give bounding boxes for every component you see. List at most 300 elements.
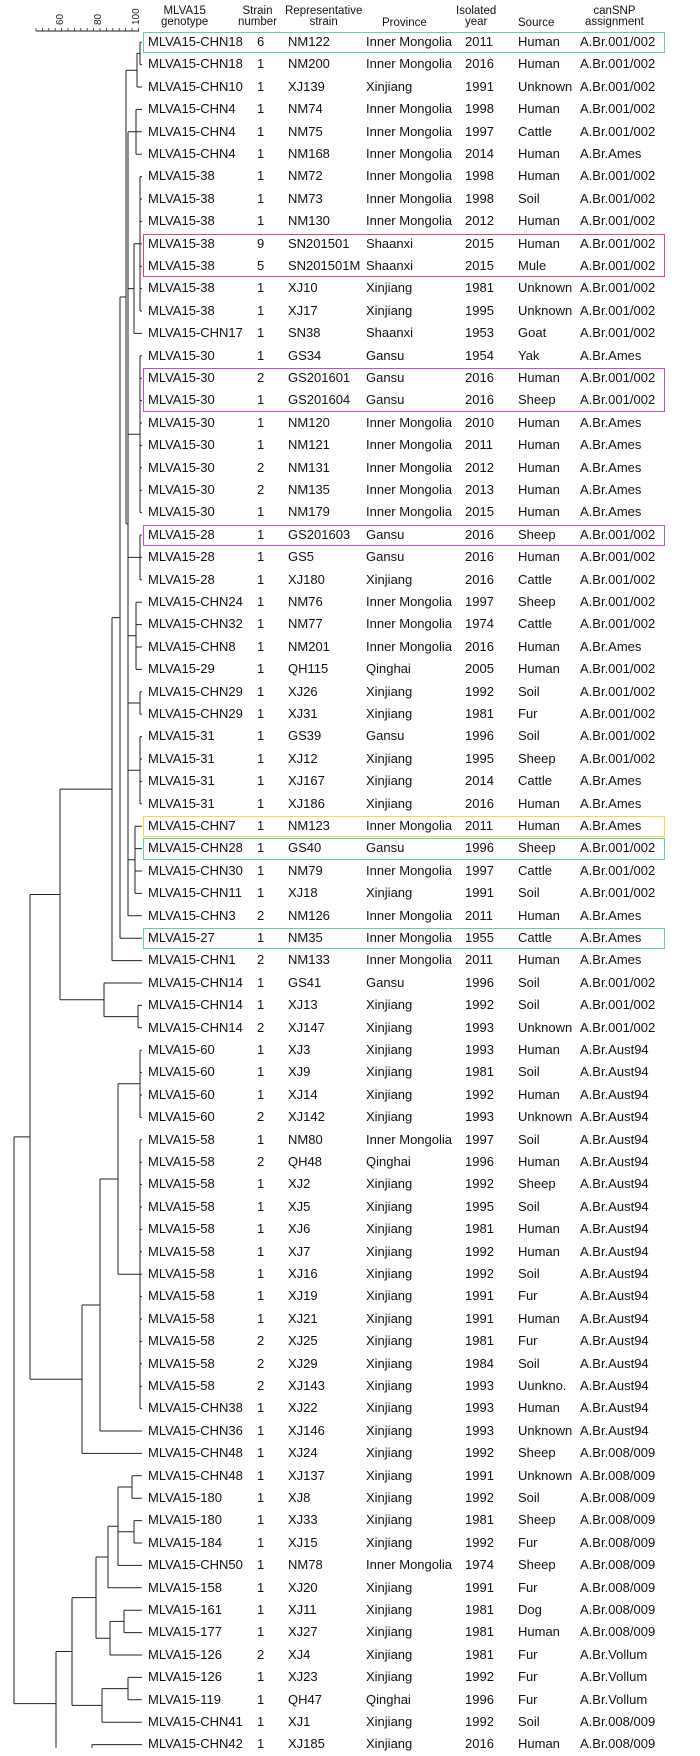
cell-strain-number: 2	[257, 1646, 265, 1662]
table-row	[0, 1711, 700, 1733]
cell-source: Cattle	[518, 930, 552, 945]
cell-isolated-year: 1992	[465, 1445, 494, 1461]
cell-representative-strain: GS201603	[288, 526, 351, 542]
cell-genotype: MLVA15-CHN18	[148, 56, 243, 72]
cell-source: Human	[518, 213, 560, 229]
cell-source: Unknown	[518, 1422, 573, 1438]
cell-source: Cattle	[518, 616, 552, 632]
table-row	[0, 1241, 700, 1263]
cell-genotype: MLVA15-30	[148, 482, 215, 497]
cell-representative-strain: XJ143	[288, 1378, 325, 1393]
cell-representative-strain: XJ7	[288, 1243, 311, 1259]
cell-source: Soil	[518, 683, 540, 699]
cell-isolated-year: 1995	[465, 750, 494, 766]
cell-isolated-year: 1981	[465, 1624, 494, 1640]
cell-province: Inner Mongolia	[366, 930, 452, 945]
table-row	[0, 1420, 700, 1442]
cell-genotype: MLVA15-28	[148, 549, 215, 565]
cell-canSNP: A.Br.001/002	[580, 34, 656, 49]
header-province: Province	[382, 17, 427, 29]
cell-representative-strain: XJ147	[288, 1019, 325, 1035]
cell-genotype: MLVA15-58	[148, 1288, 215, 1304]
table-row	[0, 1599, 700, 1621]
cell-province: Xinjiang	[366, 1602, 413, 1617]
cell-isolated-year: 1993	[465, 1422, 494, 1438]
cell-genotype: MLVA15-CHN17	[148, 325, 243, 341]
cell-province: Inner Mongolia	[366, 190, 452, 206]
cell-genotype: MLVA15-60	[148, 1086, 215, 1102]
cell-source: Human	[518, 56, 560, 72]
cell-province: Xinjiang	[366, 571, 413, 587]
cell-strain-number: 2	[257, 1154, 265, 1169]
cell-isolated-year: 2011	[465, 34, 493, 49]
scale-tick-label-60: 60	[55, 13, 66, 25]
cell-isolated-year: 1992	[465, 1714, 494, 1729]
table-row	[0, 546, 700, 568]
cell-isolated-year: 1953	[465, 325, 494, 341]
cell-strain-number: 2	[257, 1109, 265, 1125]
cell-genotype: MLVA15-58	[148, 1310, 215, 1326]
cell-genotype: MLVA15-CHN4	[148, 101, 236, 117]
cell-representative-strain: XJ5	[288, 1198, 311, 1214]
cell-representative-strain: NM78	[288, 1557, 323, 1573]
table-row	[0, 345, 700, 367]
table-row	[0, 165, 700, 187]
table-row	[0, 300, 700, 322]
table-row	[0, 1621, 700, 1643]
cell-representative-strain: QH115	[288, 661, 329, 677]
cell-strain-number: 1	[257, 302, 265, 318]
cell-canSNP: A.Br.001/002	[580, 325, 656, 341]
cell-source: Human	[518, 101, 560, 117]
cell-genotype: MLVA15-CHN8	[148, 638, 236, 654]
cell-canSNP: A.Br.Ames	[580, 638, 642, 654]
table-row	[0, 860, 700, 882]
cell-isolated-year: 1954	[465, 347, 494, 363]
cell-genotype: MLVA15-CHN50	[148, 1557, 243, 1573]
cell-canSNP: A.Br.001/002	[580, 168, 656, 184]
cell-province: Xinjiang	[366, 1624, 413, 1640]
cell-province: Inner Mongolia	[366, 437, 452, 453]
cell-source: Human	[518, 34, 560, 49]
highlight-box-yellow	[143, 816, 665, 837]
cell-isolated-year: 1993	[465, 1019, 494, 1035]
cell-source: Human	[518, 168, 560, 184]
cell-province: Gansu	[366, 347, 405, 363]
cell-canSNP: A.Br.001/002	[580, 370, 656, 385]
cell-genotype: MLVA15-28	[148, 571, 215, 587]
cell-isolated-year: 1981	[465, 1333, 494, 1349]
cell-representative-strain: NM122	[288, 34, 330, 49]
cell-province: Xinjiang	[366, 1221, 413, 1237]
cell-canSNP: A.Br.Aust94	[580, 1288, 649, 1304]
cell-strain-number: 1	[257, 1131, 265, 1147]
cell-canSNP: A.Br.Ames	[580, 437, 642, 453]
cell-strain-number: 1	[257, 1736, 265, 1752]
cell-isolated-year: 1991	[465, 1310, 494, 1326]
cell-source: Fur	[518, 1669, 538, 1685]
cell-strain-number: 1	[257, 616, 265, 632]
cell-genotype: MLVA15-184	[148, 1534, 222, 1550]
cell-source: Dog	[518, 1602, 542, 1617]
cell-canSNP: A.Br.Aust94	[580, 1266, 649, 1281]
table-row	[0, 658, 700, 680]
cell-isolated-year: 1992	[465, 997, 494, 1013]
cell-representative-strain: NM135	[288, 482, 330, 497]
cell-source: Sheep	[518, 1512, 556, 1528]
cell-isolated-year: 2010	[465, 414, 494, 430]
table-row	[0, 1509, 700, 1531]
cell-representative-strain: XJ20	[288, 1579, 318, 1595]
cell-province: Inner Mongolia	[366, 818, 452, 833]
cell-source: Cattle	[518, 123, 552, 139]
cell-representative-strain: XJ24	[288, 1445, 318, 1461]
table-row	[0, 636, 700, 658]
table-row	[0, 793, 700, 815]
cell-representative-strain: XJ142	[288, 1109, 325, 1125]
cell-strain-number: 2	[257, 1019, 265, 1035]
cell-province: Inner Mongolia	[366, 594, 452, 609]
table-row	[0, 1442, 700, 1464]
cell-canSNP: A.Br.001/002	[580, 1019, 656, 1035]
cell-representative-strain: XJ12	[288, 750, 318, 766]
cell-province: Xinjiang	[366, 750, 413, 766]
cell-representative-strain: NM133	[288, 952, 330, 968]
cell-source: Uunkno.	[518, 1378, 567, 1393]
cell-strain-number: 1	[257, 1445, 265, 1461]
table-row	[0, 1039, 700, 1061]
cell-genotype: MLVA15-58	[148, 1243, 215, 1259]
cell-representative-strain: NM77	[288, 616, 323, 632]
cell-isolated-year: 1981	[465, 280, 494, 296]
cell-source: Sheep	[518, 594, 556, 609]
table-row	[0, 188, 700, 210]
cell-isolated-year: 1992	[465, 683, 494, 699]
cell-canSNP: A.Br.001/002	[580, 56, 656, 72]
cell-representative-strain: NM126	[288, 907, 330, 923]
cell-representative-strain: XJ16	[288, 1266, 318, 1281]
cell-province: Xinjiang	[366, 1445, 413, 1461]
cell-isolated-year: 2016	[465, 549, 494, 565]
cell-province: Inner Mongolia	[366, 101, 452, 117]
cell-province: Shaanxi	[366, 235, 413, 251]
cell-canSNP: A.Br.001/002	[580, 571, 656, 587]
cell-genotype: MLVA15-CHN28	[148, 840, 243, 856]
table-row	[0, 1129, 700, 1151]
cell-isolated-year: 2016	[465, 370, 494, 385]
cell-isolated-year: 1992	[465, 1266, 494, 1281]
cell-strain-number: 1	[257, 504, 265, 520]
table-row	[0, 98, 700, 120]
table-row	[0, 1733, 700, 1755]
cell-representative-strain: NM79	[288, 862, 323, 878]
cell-isolated-year: 1997	[465, 862, 494, 878]
cell-strain-number: 1	[257, 862, 265, 878]
cell-canSNP: A.Br.001/002	[580, 302, 656, 318]
cell-source: Soil	[518, 1064, 540, 1080]
cell-isolated-year: 1991	[465, 1288, 494, 1304]
cell-strain-number: 1	[257, 168, 265, 184]
cell-strain-number: 1	[257, 1602, 265, 1617]
cell-isolated-year: 1993	[465, 1109, 494, 1125]
cell-province: Xinjiang	[366, 706, 413, 721]
cell-representative-strain: XJ2	[288, 1176, 311, 1192]
cell-isolated-year: 1996	[465, 974, 494, 990]
cell-strain-number: 1	[257, 728, 265, 744]
cell-strain-number: 1	[257, 1512, 265, 1528]
cell-canSNP: A.Br.Aust94	[580, 1131, 649, 1147]
cell-canSNP: A.Br.001/002	[580, 78, 656, 94]
cell-isolated-year: 2011	[465, 818, 493, 833]
table-row	[0, 277, 700, 299]
cell-source: Human	[518, 235, 560, 251]
cell-genotype: MLVA15-180	[148, 1490, 222, 1505]
cell-strain-number: 1	[257, 997, 265, 1013]
cell-strain-number: 2	[257, 482, 265, 497]
table-row	[0, 703, 700, 725]
cell-canSNP: A.Br.001/002	[580, 683, 656, 699]
cell-genotype: MLVA15-38	[148, 302, 215, 318]
cell-strain-number: 1	[257, 280, 265, 296]
cell-strain-number: 1	[257, 213, 265, 229]
cell-representative-strain: NM131	[288, 459, 330, 475]
cell-strain-number: 1	[257, 750, 265, 766]
cell-strain-number: 1	[257, 1669, 265, 1685]
cell-representative-strain: NM201	[288, 638, 330, 654]
table-row	[0, 1061, 700, 1083]
cell-genotype: MLVA15-CHN1	[148, 952, 236, 968]
cell-strain-number: 1	[257, 1624, 265, 1640]
cell-genotype: MLVA15-126	[148, 1646, 222, 1662]
cell-strain-number: 1	[257, 1288, 265, 1304]
cell-province: Xinjiang	[366, 997, 413, 1013]
cell-province: Inner Mongolia	[366, 146, 452, 161]
cell-strain-number: 1	[257, 526, 265, 542]
cell-representative-strain: XJ29	[288, 1355, 318, 1371]
cell-genotype: MLVA15-CHN10	[148, 78, 243, 94]
cell-genotype: MLVA15-58	[148, 1154, 215, 1169]
cell-isolated-year: 2016	[465, 1736, 494, 1752]
cell-strain-number: 1	[257, 1467, 265, 1483]
cell-representative-strain: NM179	[288, 504, 330, 520]
cell-genotype: MLVA15-CHN14	[148, 1019, 243, 1035]
cell-representative-strain: NM80	[288, 1131, 323, 1147]
cell-strain-number: 1	[257, 1266, 265, 1281]
table-row	[0, 1577, 700, 1599]
table-row	[0, 613, 700, 635]
cell-canSNP: A.Br.Aust94	[580, 1064, 649, 1080]
cell-genotype: MLVA15-30	[148, 459, 215, 475]
table-row	[0, 1151, 700, 1173]
cell-province: Inner Mongolia	[366, 168, 452, 184]
table-row	[0, 479, 700, 501]
cell-province: Inner Mongolia	[366, 34, 452, 49]
cell-strain-number: 1	[257, 1714, 265, 1729]
cell-representative-strain: XJ4	[288, 1646, 311, 1662]
cell-source: Human	[518, 907, 560, 923]
cell-province: Inner Mongolia	[366, 907, 452, 923]
cell-source: Human	[518, 1400, 560, 1416]
cell-source: Soil	[518, 885, 540, 901]
cell-province: Xinjiang	[366, 1669, 413, 1685]
table-row	[0, 1532, 700, 1554]
cell-representative-strain: NM168	[288, 146, 330, 161]
cell-province: Inner Mongolia	[366, 504, 452, 520]
cell-isolated-year: 1996	[465, 728, 494, 744]
cell-genotype: MLVA15-31	[148, 750, 215, 766]
cell-province: Xinjiang	[366, 1512, 413, 1528]
cell-genotype: MLVA15-CHN14	[148, 997, 243, 1013]
cell-canSNP: A.Br.Aust94	[580, 1400, 649, 1416]
cell-isolated-year: 2014	[465, 773, 494, 789]
cell-province: Gansu	[366, 974, 405, 990]
cell-source: Soil	[518, 1714, 540, 1729]
cell-genotype: MLVA15-119	[148, 1691, 221, 1707]
cell-canSNP: A.Br.Ames	[580, 414, 642, 430]
cell-canSNP: A.Br.008/009	[580, 1736, 656, 1752]
cell-representative-strain: XJ23	[288, 1669, 318, 1685]
cell-province: Xinjiang	[366, 1176, 413, 1192]
table-row	[0, 412, 700, 434]
cell-genotype: MLVA15-30	[148, 504, 215, 520]
cell-source: Unknown	[518, 78, 573, 94]
cell-strain-number: 1	[257, 101, 265, 117]
cell-strain-number: 1	[257, 1691, 265, 1707]
cell-canSNP: A.Br.001/002	[580, 258, 656, 273]
cell-strain-number: 1	[257, 683, 265, 699]
cell-isolated-year: 1992	[465, 1086, 494, 1102]
cell-strain-number: 1	[257, 325, 265, 341]
cell-isolated-year: 1991	[465, 78, 494, 94]
cell-isolated-year: 2015	[465, 504, 494, 520]
cell-strain-number: 1	[257, 347, 265, 363]
cell-genotype: MLVA15-30	[148, 347, 215, 363]
scale-tick-label-80: 80	[93, 13, 104, 25]
cell-canSNP: A.Br.Aust94	[580, 1154, 649, 1169]
cell-representative-strain: XJ18	[288, 885, 318, 901]
cell-genotype: MLVA15-31	[148, 773, 215, 789]
cell-isolated-year: 2005	[465, 661, 494, 677]
cell-source: Fur	[518, 1691, 538, 1707]
cell-genotype: MLVA15-CHN41	[148, 1714, 243, 1729]
cell-strain-number: 1	[257, 885, 265, 901]
cell-source: Yak	[518, 347, 540, 363]
table-row	[0, 1285, 700, 1307]
cell-isolated-year: 1993	[465, 1042, 494, 1057]
cell-genotype: MLVA15-CHN48	[148, 1445, 243, 1461]
cell-canSNP: A.Br.Aust94	[580, 1221, 649, 1237]
cell-source: Unknown	[518, 1109, 573, 1125]
cell-canSNP: A.Br.Aust94	[580, 1378, 649, 1393]
cell-source: Human	[518, 795, 560, 811]
cell-representative-strain: NM74	[288, 101, 323, 117]
cell-province: Xinjiang	[366, 1064, 413, 1080]
cell-representative-strain: XJ6	[288, 1221, 311, 1237]
cell-representative-strain: NM123	[288, 818, 330, 833]
cell-province: Inner Mongolia	[366, 952, 452, 968]
cell-representative-strain: NM35	[288, 930, 323, 945]
cell-province: Xinjiang	[366, 1086, 413, 1102]
cell-genotype: MLVA15-CHN3	[148, 907, 236, 923]
cell-genotype: MLVA15-31	[148, 728, 215, 744]
cell-genotype: MLVA15-30	[148, 437, 215, 453]
table-row	[0, 121, 700, 143]
cell-source: Human	[518, 1624, 560, 1640]
cell-strain-number: 5	[257, 258, 265, 273]
cell-representative-strain: XJ137	[288, 1467, 325, 1483]
cell-isolated-year: 1981	[465, 1064, 494, 1080]
cell-strain-number: 1	[257, 1490, 265, 1505]
cell-province: Gansu	[366, 526, 405, 542]
cell-strain-number: 2	[257, 1333, 265, 1349]
cell-representative-strain: NM200	[288, 56, 330, 72]
cell-strain-number: 2	[257, 459, 265, 475]
cell-isolated-year: 1981	[465, 1602, 494, 1617]
cell-province: Xinjiang	[366, 1019, 413, 1035]
cell-representative-strain: SN38	[288, 325, 321, 341]
cell-genotype: MLVA15-58	[148, 1355, 215, 1371]
cell-genotype: MLVA15-29	[148, 661, 215, 677]
cell-genotype: MLVA15-58	[148, 1266, 215, 1281]
cell-source: Mule	[518, 258, 547, 273]
cell-genotype: MLVA15-38	[148, 168, 215, 184]
cell-province: Gansu	[366, 840, 405, 856]
cell-genotype: MLVA15-158	[148, 1579, 222, 1595]
cell-representative-strain: QH48	[288, 1154, 322, 1169]
cell-canSNP: A.Br.001/002	[580, 549, 656, 565]
cell-genotype: MLVA15-60	[148, 1042, 215, 1057]
cell-representative-strain: GS40	[288, 840, 322, 856]
cell-strain-number: 1	[257, 594, 265, 609]
cell-province: Xinjiang	[366, 1579, 413, 1595]
cell-genotype: MLVA15-CHN42	[148, 1736, 243, 1752]
cell-canSNP: A.Br.001/002	[580, 526, 656, 542]
cell-isolated-year: 2011	[465, 437, 493, 453]
highlight-box-magenta	[143, 368, 665, 412]
cell-source: Human	[518, 638, 560, 654]
cell-province: Xinjiang	[366, 1490, 413, 1505]
header-source: Source	[518, 17, 555, 29]
cell-province: Xinjiang	[366, 1736, 413, 1752]
table-row	[0, 1397, 700, 1419]
table-row	[0, 994, 700, 1016]
cell-isolated-year: 1974	[465, 616, 494, 632]
cell-canSNP: A.Br.Aust94	[580, 1042, 649, 1057]
table-row	[0, 1308, 700, 1330]
cell-representative-strain: NM121	[288, 437, 330, 453]
cell-province: Shaanxi	[366, 258, 413, 273]
table-row	[0, 1644, 700, 1666]
cell-canSNP: A.Br.001/002	[580, 101, 656, 117]
cell-source: Fur	[518, 1579, 538, 1595]
cell-genotype: MLVA15-126	[148, 1669, 222, 1685]
cell-representative-strain: XJ1	[288, 1714, 311, 1729]
cell-province: Xinjiang	[366, 1646, 413, 1662]
cell-source: Sheep	[518, 750, 556, 766]
cell-source: Human	[518, 1086, 560, 1102]
cell-source: Fur	[518, 1534, 538, 1550]
cell-representative-strain: GS39	[288, 728, 322, 744]
header-strain-number: Strain number	[238, 5, 277, 28]
cell-strain-number: 1	[257, 773, 265, 789]
cell-canSNP: A.Br.001/002	[580, 123, 656, 139]
cell-representative-strain: SN201501	[288, 235, 350, 251]
cell-canSNP: A.Br.Aust94	[580, 1109, 649, 1125]
cell-canSNP: A.Br.Aust94	[580, 1422, 649, 1438]
cell-genotype: MLVA15-CHN29	[148, 683, 243, 699]
cell-isolated-year: 1991	[465, 885, 494, 901]
cell-canSNP: A.Br.Ames	[580, 504, 642, 520]
